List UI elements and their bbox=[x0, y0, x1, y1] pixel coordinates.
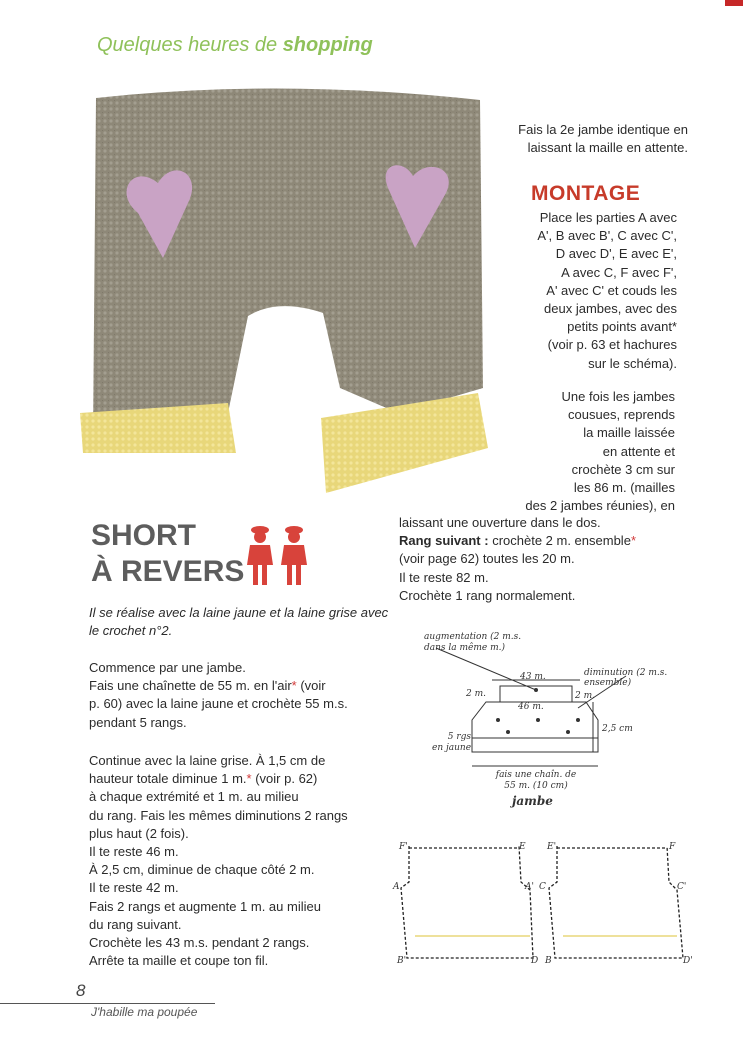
assembly-schema-drawing bbox=[385, 838, 715, 973]
section-header bbox=[97, 34, 373, 57]
page-number: 8 bbox=[76, 981, 86, 1000]
pattern-title: SHORT À REVERS bbox=[91, 519, 245, 588]
second-leg-note: Fais la 2e jambe identique en laissant la maille en attente. bbox=[518, 122, 688, 156]
chain-label: fais une chaîn. de 55 m. (10 cm) bbox=[495, 770, 577, 791]
leg-diagram bbox=[388, 628, 688, 818]
m46-label: 46 m. bbox=[518, 702, 544, 712]
header-prefix: Quelques heures de bbox=[97, 34, 283, 56]
doll-icon bbox=[281, 526, 307, 585]
page-edge-mark bbox=[725, 0, 743, 6]
footer-divider bbox=[0, 1003, 215, 1004]
diagram-caption: jambe bbox=[512, 794, 553, 808]
shorts-photo bbox=[78, 58, 488, 508]
aug-label: augmentation (2 m.s. dans la même m.) bbox=[424, 632, 522, 653]
header-emphasis: shopping bbox=[282, 34, 373, 56]
assembly-schema: F' E A A' B' D E' F C C' B D' bbox=[385, 838, 715, 973]
steps-part2: Continue avec la laine grise. À 1,5 cm de hauteur totale diminue 1 m.* (voir p. 62) à chaque extrémité et 1 m. au milieu du rang. Fais les mêmes diminutions 2 rangs plus haut (2 fois). Il te reste 46 m. À 2,5 cm, diminue de chaque côté 2 m. Il te reste 42 m. Fais 2 rangs et augmente 1 m. au milieu du rang suivant. Crochète les 43 m.s. pendant 2 rangs. Arrête ta maille et coupe ton fil. bbox=[89, 753, 348, 969]
m2-left-label: 2 m. bbox=[466, 689, 486, 699]
doll-icon bbox=[247, 526, 273, 585]
m2-right-label: 2 m. bbox=[575, 691, 595, 701]
book-title: J'habille ma poupée bbox=[91, 1005, 198, 1019]
montage-heading: MONTAGE bbox=[531, 182, 641, 205]
pattern-intro: Il se réalise avec la laine jaune et la laine grise avec le crochet n°2. bbox=[89, 605, 389, 638]
rang-label: Rang suivant : bbox=[399, 533, 489, 549]
montage-instructions: Place les parties A avec A', B avec B', C avec C', D avec D', E avec E', A avec C, F avec F', A' avec C' et couds les deux jambes, avec des petits points avant* (voir p. 63 et hachures sur le schéma). bbox=[537, 210, 677, 371]
m43-label: 43 m. bbox=[520, 672, 546, 682]
montage-para3: laissant une ouverture dans le dos. Rang suivant : crochète 2 m. ensemble* (voir page 62) toutes les 20 m. Il te reste 82 m. Crochète 1 rang normalement. bbox=[399, 515, 636, 603]
rgs-label: 5 rgs en jaune bbox=[432, 732, 472, 753]
montage-para2: Une fois les jambes cousues, reprends la maille laissée en attente et crochète 3 cm sur les 86 m. (mailles des 2 jambes réunies), en bbox=[525, 389, 675, 514]
dim-label: diminution (2 m.s. ensemble) bbox=[584, 668, 668, 688]
steps-part1: Commence par une jambe. Fais une chaînette de 55 m. en l'air* (voir p. 60) avec la laine jaune et crochète 55 m.s. pendant 5 rangs. bbox=[89, 660, 348, 730]
doll-icons bbox=[242, 520, 312, 590]
height-label: 2,5 cm bbox=[602, 724, 633, 734]
